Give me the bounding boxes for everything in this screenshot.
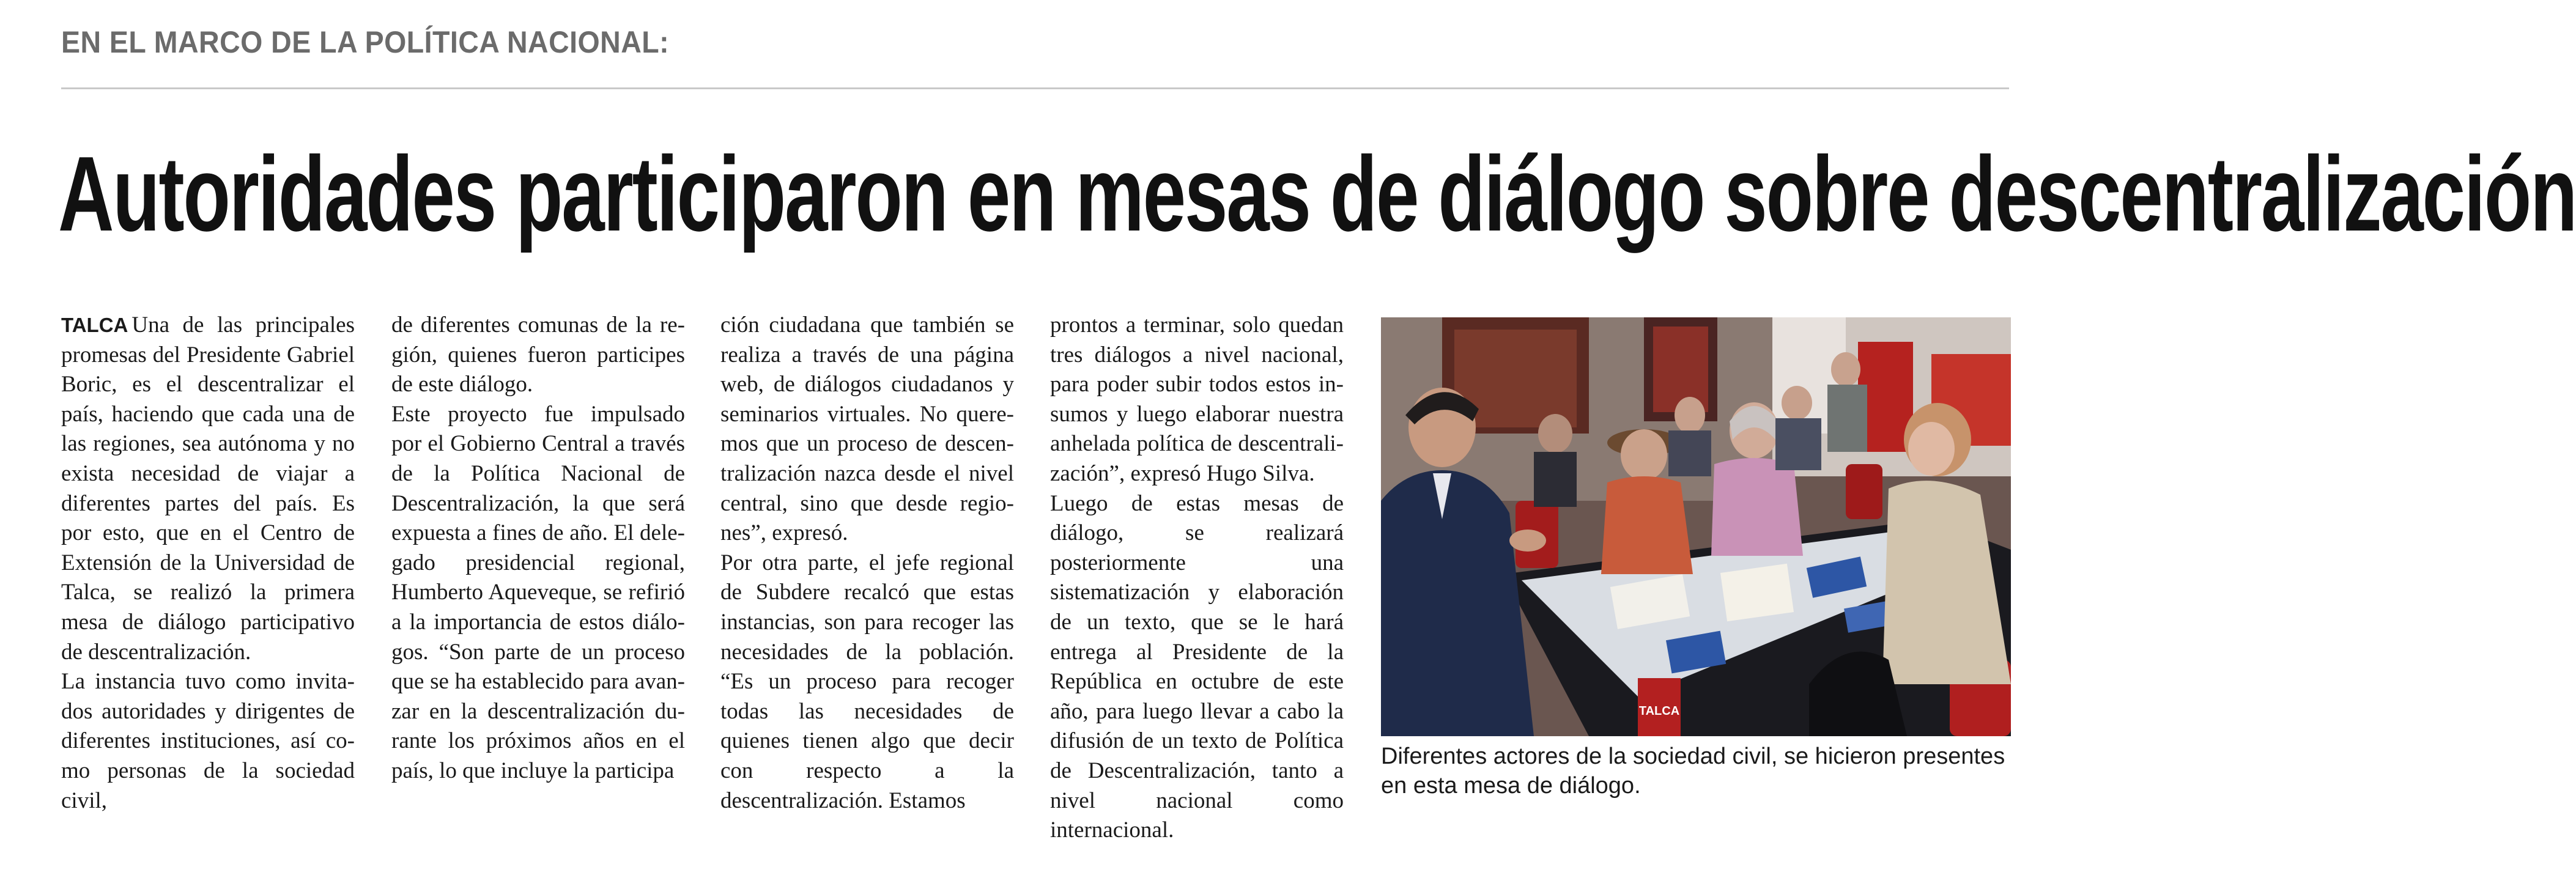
paragraph-text: Una de las principales promesas del Presidente Gabriel Boric, es el descentralizar el país, haciendo que cada una de las regiones, sea autónoma y no exista necesidad de viajar a diferentes partes del país. Es por esto, que en el Centro de Extensión de la Universidad de Talca, se realizó la primera mesa de diálogo participativo de descentralización. <box>61 312 355 665</box>
headline: Autoridades participaron en mesas de diálogo sobre descentralización <box>58 134 2576 253</box>
text-column-2 <box>391 311 685 786</box>
photo-caption: Diferentes actores de la sociedad civil, se hicieron presentes en esta mesa de diálogo. <box>1381 744 2005 799</box>
banner-label: TALCA <box>1638 704 1680 718</box>
text-column-4 <box>1050 311 1344 846</box>
text-column-3 <box>720 311 1014 816</box>
text-column-1 <box>61 311 355 816</box>
paragraph: La instancia tuvo como invitados autoridades y dirigentes de diferentes instituciones, así como personas de la sociedad civil, <box>61 669 355 813</box>
paragraph: Por otra parte, el jefe regional de Subdere recalcó que estas instancias, son para recoger las necesidades de la población. “Es un proceso para recoger todas las necesidades de quienes tienen algo que decir con respecto a la descentralización. Estamos <box>720 550 1014 813</box>
paragraph: Luego de estas mesas de diálogo, se realizará posteriormente una sistematización y elaboración de un texto, que se le hará entrega al Presidente de la República en octubre de este año, para luego llevar a cabo la difusión de un texto de Política de Descentralización, tanto a nivel nacional como internacional. <box>1050 490 1344 843</box>
paragraph: ción ciudadana que también se realiza a través de una página web, de diálogos ciudadanos y seminarios virtuales. No queremos que un proceso de descentralización nazca desde el nivel central, sino que desde regiones”, expresó. <box>720 312 1014 546</box>
paragraph: prontos a terminar, solo quedan tres diálogos a nivel nacional, para poder subir todos estos insumos y luego elaborar nuestra anhelada política de descentralización”, expresó Hugo Silva. <box>1050 312 1344 486</box>
paragraph: Este proyecto fue impulsado por el Gobierno Central a través de la Política Nacional de Descentralización, la que será expuesta a fines de año. El delegado presidencial regional, Humberto Aqueveque, se refirió a la importancia de estos diálogos. “Son parte de un proceso que se ha establecido para avanzar en la descentralización durante los próximos años en el país, lo que incluye la participa <box>391 401 685 783</box>
divider <box>61 87 2009 89</box>
dateline: TALCA <box>61 314 128 336</box>
meeting-photo-illustration <box>1381 317 2011 736</box>
paragraph: de diferentes comunas de la región, quienes fueron participes de este diálogo. <box>391 312 685 397</box>
news-photo <box>1381 317 2011 736</box>
paragraph <box>61 311 355 667</box>
section-kicker: EN EL MARCO DE LA POLÍTICA NACIONAL: <box>61 25 670 59</box>
